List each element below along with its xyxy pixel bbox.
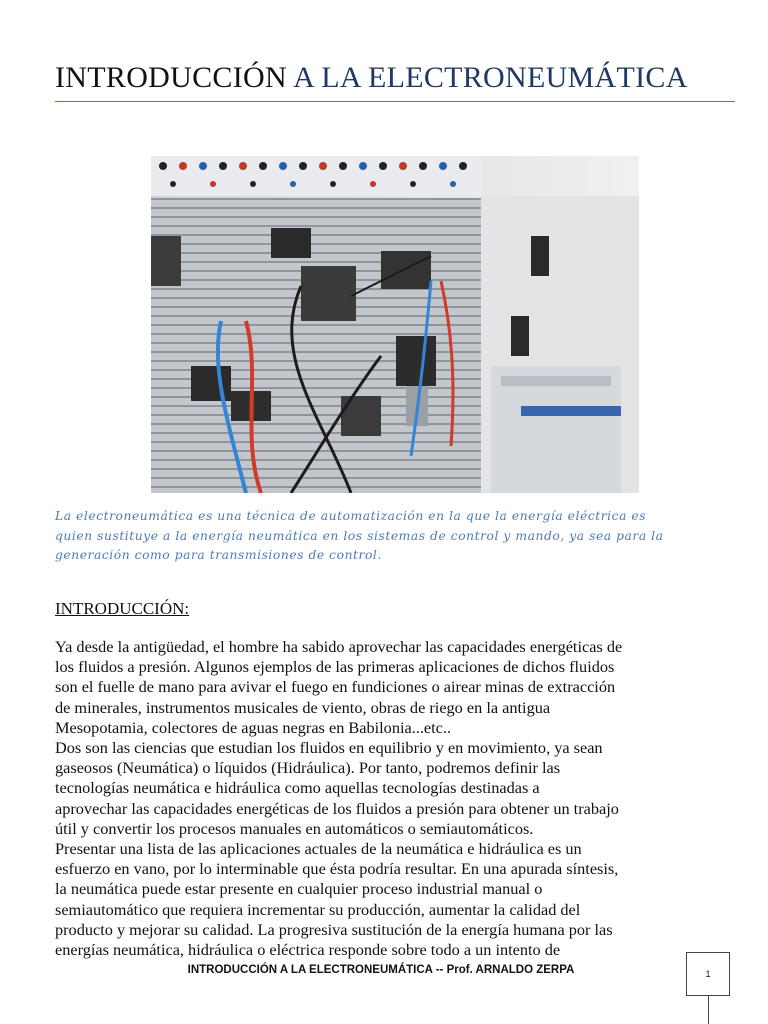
document-title <box>55 60 735 96</box>
page-footer: INTRODUCCIÓN A LA ELECTRONEUMÁTICA -- Prof. ARNALDO ZERPA <box>187 964 575 976</box>
body-line: tecnologías neumática e hidráulica como aquellas tecnologías destinadas a <box>55 778 540 798</box>
section-heading: INTRODUCCIÓN: <box>55 599 190 618</box>
page-number-connector <box>708 996 709 1024</box>
page-number-box <box>686 952 730 996</box>
title-underline-rule <box>55 101 735 102</box>
body-line: los fluidos a presión. Algunos ejemplos de las primeras aplicaciones de dichos fluidos <box>55 657 615 677</box>
intro-line: generación como para transmisiones de control. <box>55 548 382 562</box>
intro-abstract <box>55 507 735 566</box>
electropneumatic-trainer-photo <box>151 156 639 493</box>
body-line: aprovechar las capacidades energéticas de los fluidos a presión para obtener un trabajo <box>55 798 619 818</box>
body-line: gaseosos (Neumática) o líquidos (Hidráulica). Por tanto, podremos definir las <box>55 758 561 778</box>
body-line: la neumática puede estar presente en cualquier proceso industrial manual o <box>55 879 543 899</box>
body-line: esfuerzo en vano, por lo interminable que ésta podría resultar. En una apurada síntesis, <box>55 859 619 879</box>
body-paragraph <box>55 637 745 960</box>
body-line: Presentar una lista de las aplicaciones actuales de la neumática e hidráulica es un <box>55 839 582 859</box>
body-line: Mesopotamia, colectores de aguas negras en Babilonia...etc.. <box>55 717 452 737</box>
body-line: semiautomático que requiera incrementar su producción, aumentar la calidad del <box>55 899 581 919</box>
body-line: de minerales, instrumentos musicales de viento, obras de riego en la antigua <box>55 697 551 717</box>
body-line: son el fuelle de mano para avivar el fuego en fundiciones o airear minas de extracción <box>55 677 616 697</box>
body-line: útil y convertir los procesos manuales en automáticos o semiautomáticos. <box>55 818 534 838</box>
body-line: producto y mejorar su calidad. La progresiva sustitución de la energía humana por las <box>55 919 613 939</box>
title-part-1: INTRODUCCIÓN <box>55 61 287 94</box>
intro-line: La electroneumática es una técnica de automatización en la que la energía eléctrica es <box>55 509 647 523</box>
body-line: Ya desde la antigüedad, el hombre ha sabido aprovechar las capacidades energéticas de <box>55 637 623 656</box>
body-line: energías neumática, hidráulica o eléctrica responde sobre todo a un intento de <box>55 940 561 960</box>
page-number: 1 <box>705 969 711 979</box>
title-part-2: A LA ELECTRONEUMÁTICA <box>293 61 688 94</box>
body-line: Dos son las ciencias que estudian los fluidos en equilibrio y en movimiento, ya sean <box>55 738 603 758</box>
intro-line: quien sustituye a la energía neumática en los sistemas de control y mando, ya sea para la <box>55 528 664 543</box>
